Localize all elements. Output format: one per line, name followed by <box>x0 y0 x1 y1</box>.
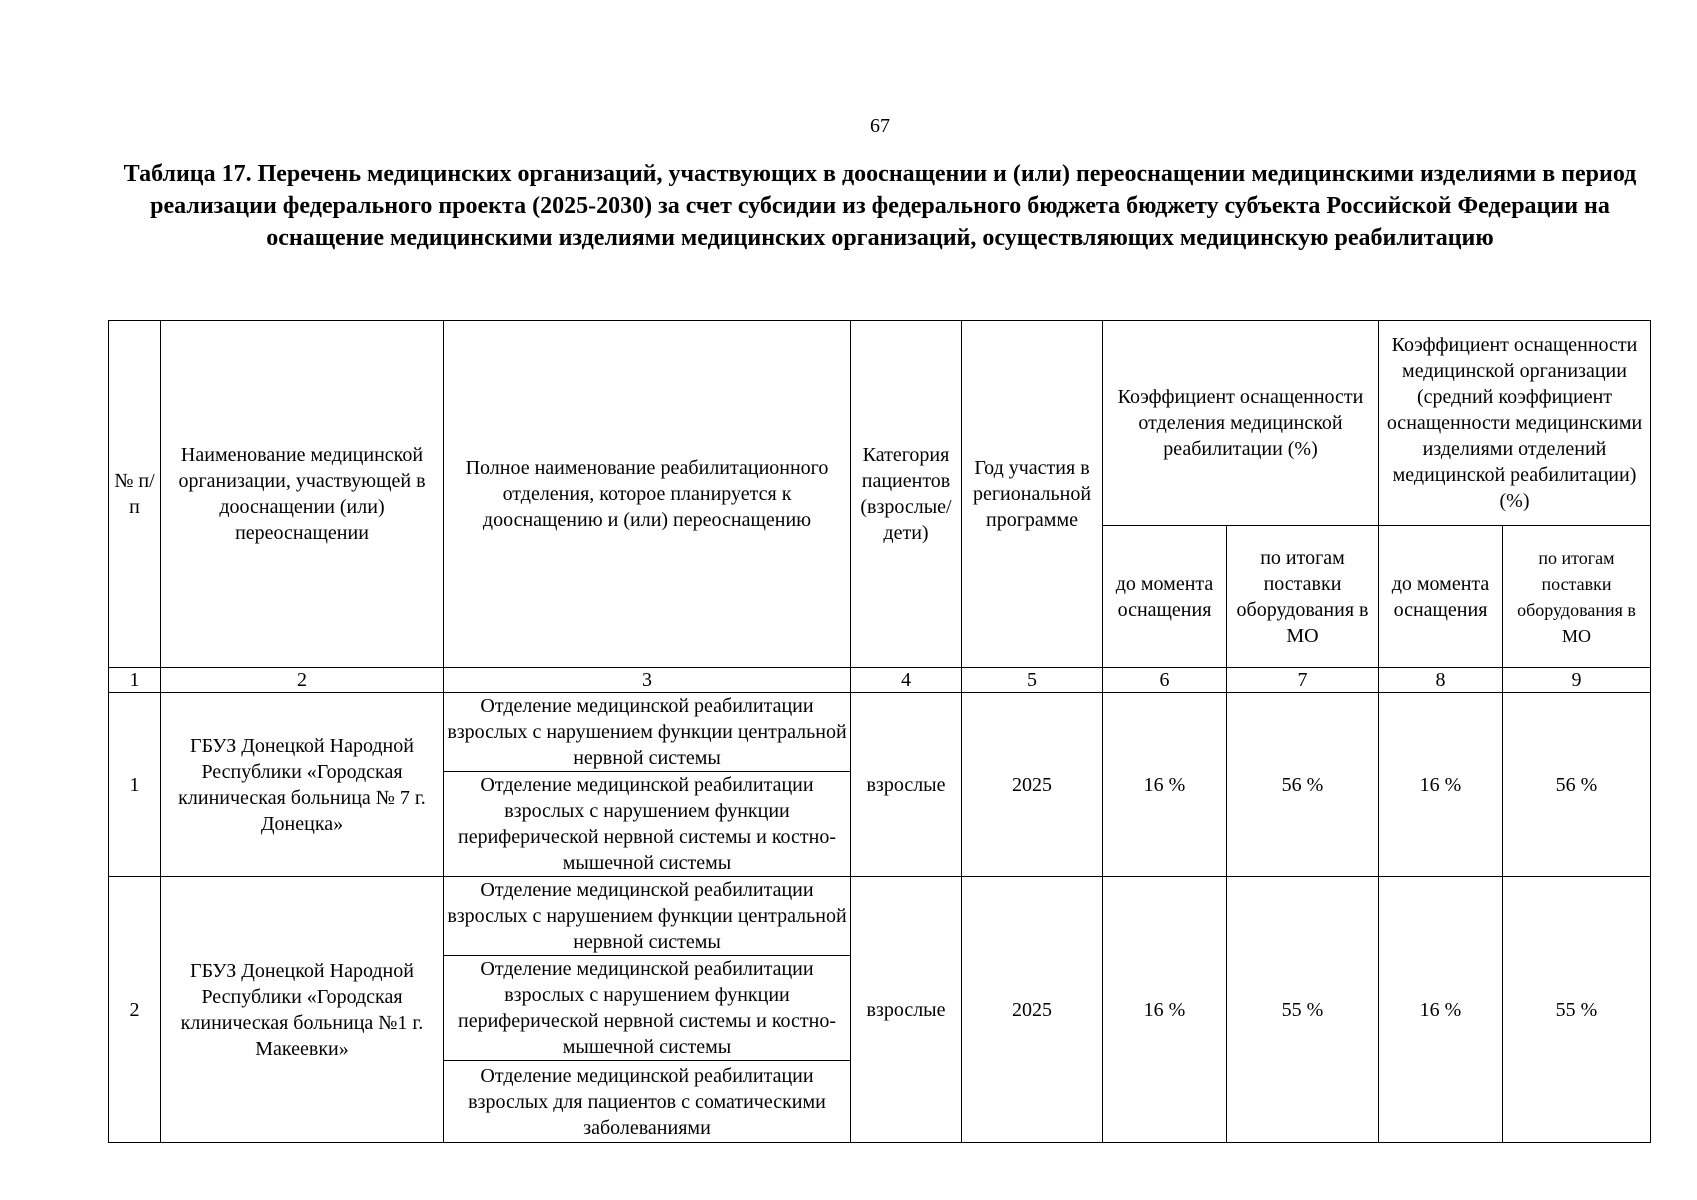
dept-coefficient-after: 55 % <box>1227 877 1379 1143</box>
org-coefficient-before: 16 % <box>1379 693 1503 877</box>
department-name: Отделение медицинской реабилитации взрослых для пациентов с соматическими заболеваниями <box>444 1061 851 1143</box>
header-org-before: до момента оснащения <box>1379 526 1503 668</box>
dept-coefficient-after: 56 % <box>1227 693 1379 877</box>
header-dept-before: до момента оснащения <box>1103 526 1227 668</box>
patient-category: взрослые <box>851 693 962 877</box>
row-number: 2 <box>109 877 161 1143</box>
participation-year: 2025 <box>962 877 1103 1143</box>
org-coefficient-after: 55 % <box>1503 877 1651 1143</box>
department-name: Отделение медицинской реабилитации взрослых с нарушением функции центральной нервной системы <box>444 877 851 956</box>
patient-category: взрослые <box>851 877 962 1143</box>
column-number: 1 <box>109 668 161 693</box>
organization-name: ГБУЗ Донецкой Народной Республики «Городская клиническая больница №1 г. Макеевки» <box>161 877 444 1143</box>
column-number: 5 <box>962 668 1103 693</box>
org-coefficient-before: 16 % <box>1379 877 1503 1143</box>
dept-coefficient-before: 16 % <box>1103 693 1227 877</box>
column-number: 2 <box>161 668 444 693</box>
column-number: 4 <box>851 668 962 693</box>
header-number: № п/п <box>109 321 161 668</box>
department-name: Отделение медицинской реабилитации взрослых с нарушением функции периферической нервной системы и костно-мышечной системы <box>444 772 851 877</box>
header-org-after: по итогам поставки оборудования в МО <box>1503 526 1651 668</box>
org-coefficient-after: 56 % <box>1503 693 1651 877</box>
column-number: 3 <box>444 668 851 693</box>
participation-year: 2025 <box>962 693 1103 877</box>
organizations-table <box>108 320 1651 1143</box>
header-organization: Наименование медицинской организации, участвующей в дооснащении (или) переоснащении <box>161 321 444 668</box>
header-dept-coefficient: Коэффициент оснащенности отделения медицинской реабилитации (%) <box>1103 321 1379 526</box>
column-number: 9 <box>1503 668 1651 693</box>
header-org-coefficient: Коэффициент оснащенности медицинской организации (средний коэффициент оснащенности медицинскими изделиями отделений медицинской реабилитации) (%) <box>1379 321 1651 526</box>
header-dept-after: по итогам поставки оборудования в МО <box>1227 526 1379 668</box>
department-name: Отделение медицинской реабилитации взрослых с нарушением функции периферической нервной системы и костно-мышечной системы <box>444 956 851 1061</box>
page-number: 67 <box>870 115 890 137</box>
dept-coefficient-before: 16 % <box>1103 877 1227 1143</box>
column-number: 8 <box>1379 668 1503 693</box>
department-name: Отделение медицинской реабилитации взрослых с нарушением функции центральной нервной системы <box>444 693 851 772</box>
column-number: 6 <box>1103 668 1227 693</box>
header-department: Полное наименование реабилитационного отделения, которое планируется к дооснащению и (или) переоснащению <box>444 321 851 668</box>
header-year: Год участия в региональной программе <box>962 321 1103 668</box>
row-number: 1 <box>109 693 161 877</box>
table-title: Таблица 17. Перечень медицинских организаций, участвующих в дооснащении и (или) переоснащении медицинскими изделиями в период реализации федерального проекта (2025-2030) за счет субсидии из федерального бюджета бюджету субъекта Российской Федерации на оснащение медицинскими изделиями медицинских организаций, осуществляющих медицинскую реабилитацию <box>123 161 1637 251</box>
organization-name: ГБУЗ Донецкой Народной Республики «Городская клиническая больница № 7 г. Донецка» <box>161 693 444 877</box>
header-category: Категория пациентов (взрослые/ дети) <box>851 321 962 668</box>
column-number: 7 <box>1227 668 1379 693</box>
